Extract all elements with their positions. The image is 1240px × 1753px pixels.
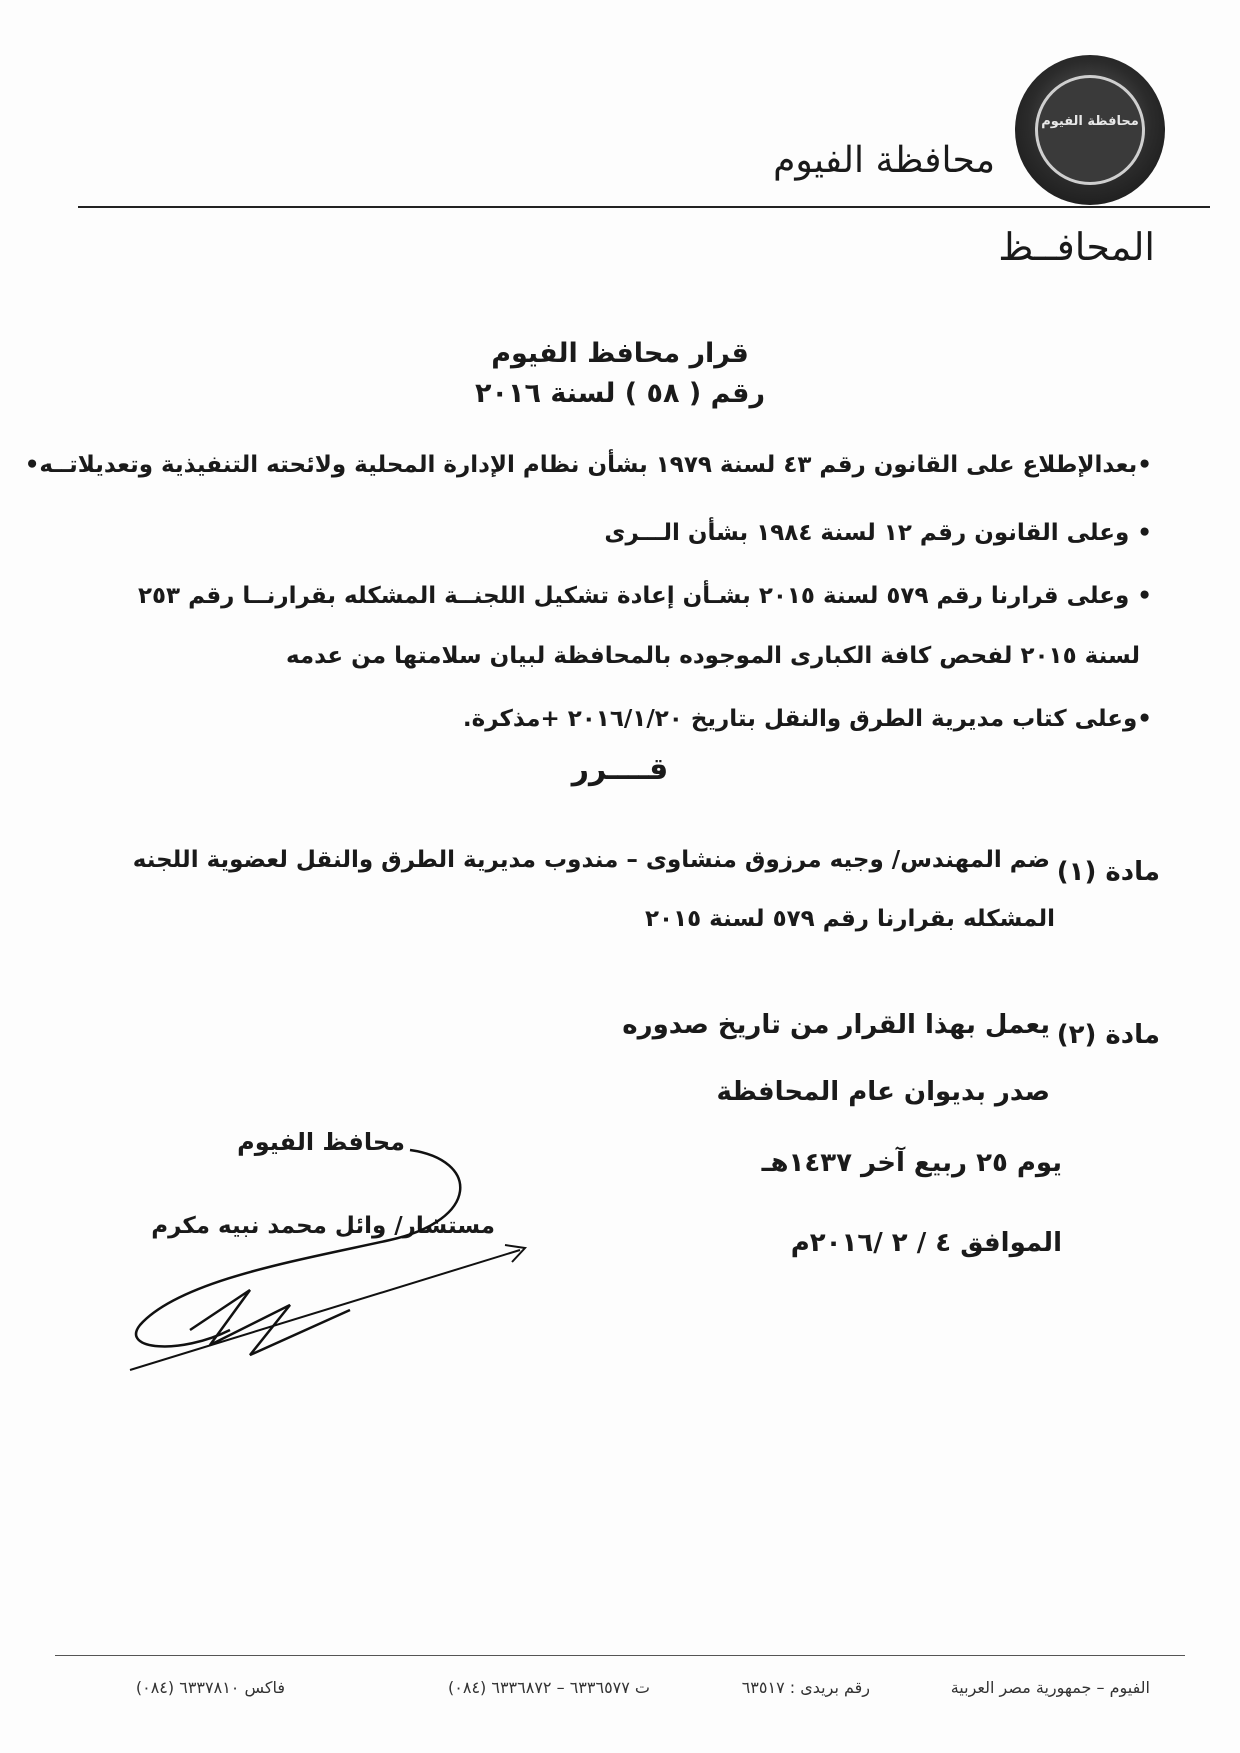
- handwritten-signature: [120, 1130, 540, 1380]
- preamble-line: لسنة ٢٠١٥ لفحص كافة الكبارى الموجوده بالمحافظة لبيان سلامتها من عدمه: [285, 643, 1140, 669]
- governorate-seal: [1015, 55, 1165, 205]
- article-2-text: يعمل بهذا القرار من تاريخ صدوره: [622, 1010, 1050, 1040]
- signatory-title: محافظ الفيوم: [237, 1128, 405, 1156]
- signatory-name: مستشار/ وائل محمد نبيه مكرم: [151, 1213, 495, 1239]
- decree-title: قرار محافظ الفيوم: [491, 338, 749, 369]
- seal-text: محافظة الفيوم: [1041, 114, 1139, 129]
- decided-heading: قــــرر: [571, 752, 669, 787]
- article-1-label: مادة (١): [1056, 857, 1160, 887]
- office-title: المحافــظ: [998, 225, 1155, 269]
- decree-number: رقم ( ٥٨ ) لسنة ٢٠١٦: [475, 378, 765, 409]
- article-2-label: مادة (٢): [1056, 1020, 1160, 1050]
- preamble-line: • وعلى القانون رقم ١٢ لسنة ١٩٨٤ بشأن الـــرى: [604, 520, 1152, 546]
- preamble-line: •وعلى كتاب مديرية الطرق والنقل بتاريخ ٢٠١٦/١/٢٠ +مذكرة.: [462, 706, 1152, 732]
- footer-po-box: رقم بريدى : ٦٣٥١٧: [741, 1678, 870, 1697]
- seal-emblem: [1035, 75, 1145, 185]
- gregorian-date: الموافق ٤ / ٢ /٢٠١٦م: [790, 1228, 1062, 1258]
- preamble-line: •بعدالإطلاع على القانون رقم ٤٣ لسنة ١٩٧٩ بشأن نظام الإدارة المحلية ولائحته التنفيذية وتعديلاتــه•: [24, 452, 1152, 478]
- hijri-date: يوم ٢٥ ربيع آخر ١٤٣٧هـ: [761, 1148, 1062, 1178]
- footer-phone: ت ٦٣٣٦٥٧٧ – ٦٣٣٦٨٧٢ (٠٨٤): [448, 1678, 650, 1697]
- preamble-line: • وعلى قرارنا رقم ٥٧٩ لسنة ٢٠١٥ بشـأن إعادة تشكيل اللجنــة المشكله بقرارنــا رقم ٢٥٣: [137, 583, 1152, 609]
- article-1-continuation: المشكله بقرارنا رقم ٥٧٩ لسنة ٢٠١٥: [645, 906, 1055, 932]
- issued-at: صدر بديوان عام المحافظة: [716, 1077, 1050, 1107]
- footer-divider: [55, 1655, 1185, 1656]
- footer-fax: فاكس ٦٣٣٧٨١٠ (٠٨٤): [135, 1678, 285, 1697]
- governorate-name: محافظة الفيوم: [773, 140, 995, 181]
- article-1-text: ضم المهندس/ وجيه مرزوق منشاوى – مندوب مديرية الطرق والنقل لعضوية اللجنه: [132, 847, 1050, 873]
- footer-address: الفيوم – جمهورية مصر العربية: [950, 1678, 1150, 1697]
- header-divider: [78, 206, 1210, 208]
